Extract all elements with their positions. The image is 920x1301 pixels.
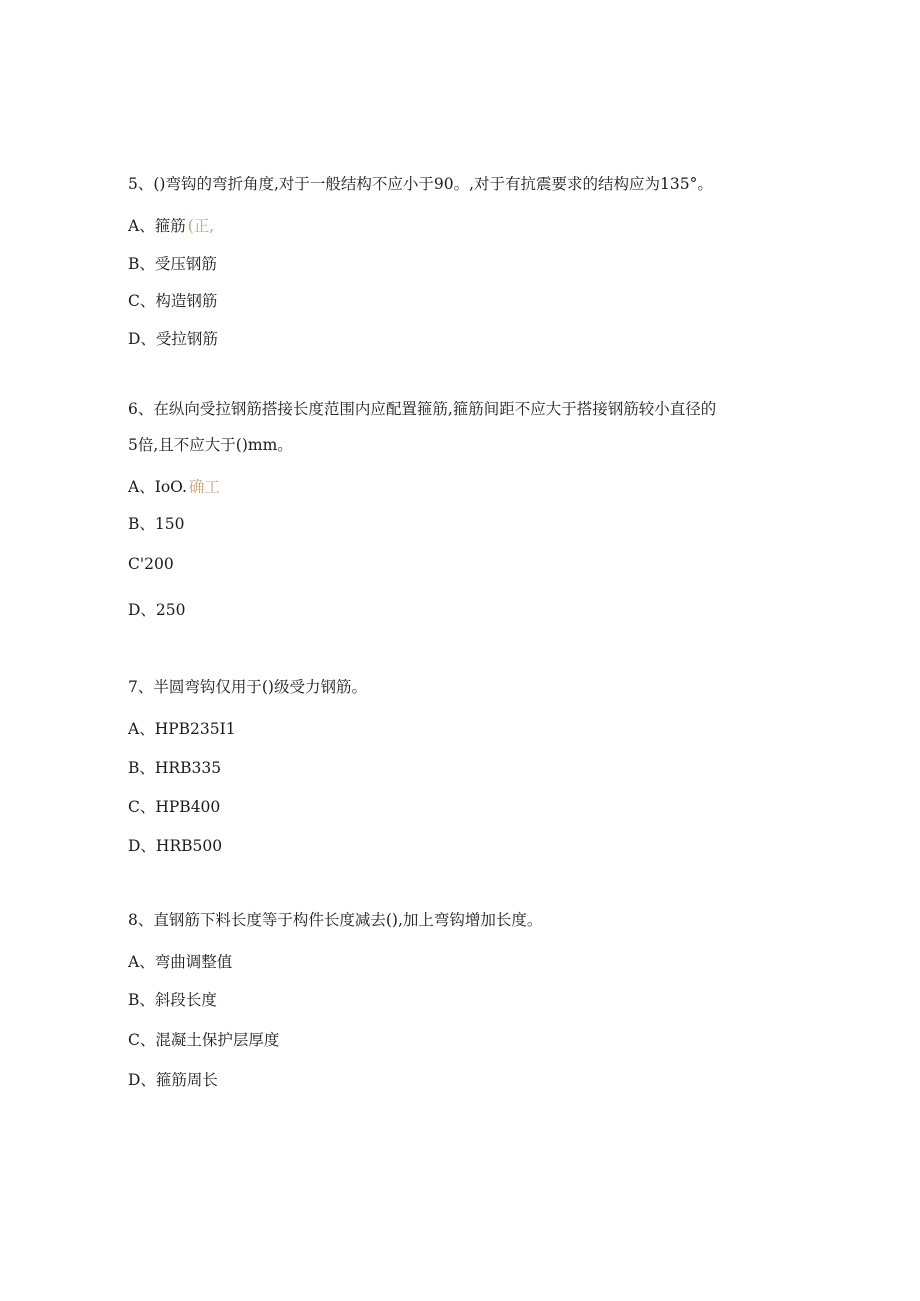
- question-6-option-b: B、150: [128, 515, 185, 533]
- question-5-stem: 5、()弯钩的弯折角度,对于一般结构不应小于90。,对于有抗震要求的结构应为135°。: [128, 175, 713, 193]
- handwritten-note: (正,: [187, 217, 215, 235]
- question-6-stem-line-2: 5倍,且不应大于()mm。: [128, 436, 293, 454]
- question-7-stem: 7、半圆弯钩仅用于()级受力钢筋。: [128, 678, 367, 696]
- question-5-option-b: B、受压钢筋: [128, 255, 217, 273]
- question-8-stem: 8、直钢筋下料长度等于构件长度减去(),加上弯钩增加长度。: [128, 911, 543, 929]
- question-5-option-c: C、构造钢筋: [128, 292, 218, 310]
- question-5-option-d: D、受拉钢筋: [128, 330, 218, 348]
- question-8-option-d: D、箍筋周长: [128, 1071, 218, 1089]
- question-6-option-c: C'200: [128, 555, 174, 573]
- question-6-option-d: D、250: [128, 601, 186, 619]
- handwritten-note: 确工: [188, 478, 220, 496]
- question-8-option-b: B、斜段长度: [128, 991, 217, 1009]
- option-text: A、IoO.: [128, 478, 187, 496]
- question-7-option-d: D、HRB500: [128, 837, 223, 855]
- question-7-option-c: C、HPB400: [128, 798, 221, 816]
- question-5-option-a: [128, 216, 214, 236]
- question-6-stem-line-1: 6、在纵向受拉钢筋搭接长度范围内应配置箍筋,箍筋间距不应大于搭接钢筋较小直径的: [128, 400, 717, 418]
- question-7-option-b: B、HRB335: [128, 759, 222, 777]
- question-8-option-c: C、混凝土保护层厚度: [128, 1031, 280, 1049]
- option-text: A、箍筋: [128, 217, 186, 235]
- question-7-option-a: A、HPB235I1: [128, 720, 236, 738]
- question-8-option-a: A、弯曲调整值: [128, 953, 233, 971]
- question-6-option-a: [128, 477, 220, 497]
